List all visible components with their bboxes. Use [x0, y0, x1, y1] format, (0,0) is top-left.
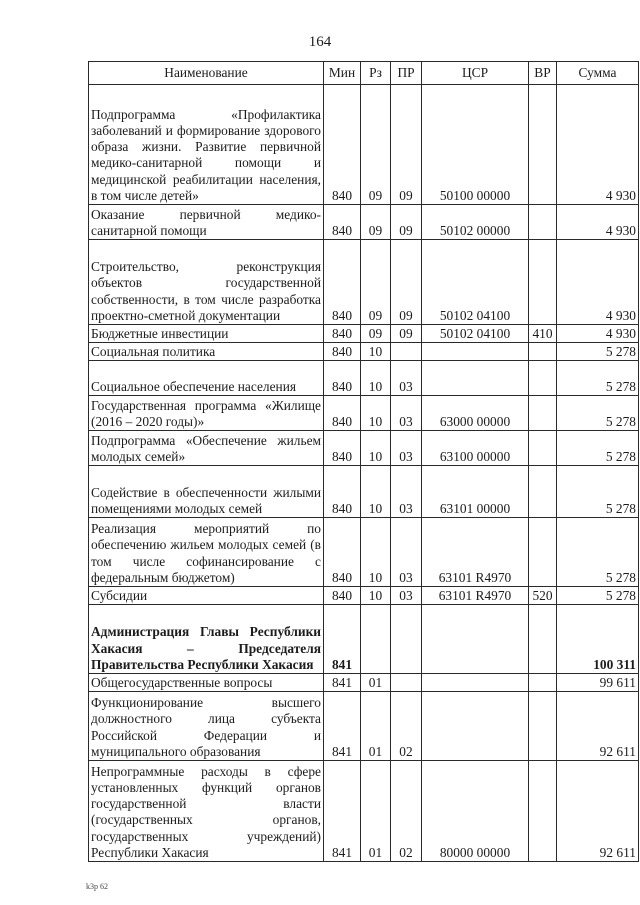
- row-pr: 02: [391, 761, 422, 862]
- row-vr: [529, 466, 557, 518]
- column-header-rz: Рз: [361, 62, 391, 85]
- row-min: 840: [324, 240, 361, 325]
- table-row: [89, 240, 639, 325]
- row-pr: 03: [391, 587, 422, 605]
- row-min: 840: [324, 325, 361, 343]
- row-vr: [529, 85, 557, 205]
- row-rz: 10: [361, 466, 391, 518]
- row-rz: [361, 605, 391, 674]
- row-name: Подпрограмма «Профилактика заболеваний и формирование здорового образа жизни. Развитие первичной медико-санитарной помощи и медицинской реабилитации населения, в том числе детей»: [89, 85, 324, 205]
- row-pr: 03: [391, 518, 422, 587]
- row-csr: 63100 00000: [422, 431, 529, 466]
- budget-table: [88, 61, 639, 862]
- row-vr: [529, 205, 557, 240]
- row-min: 840: [324, 466, 361, 518]
- page-number: 164: [308, 34, 332, 50]
- row-csr: 50102 04100: [422, 325, 529, 343]
- column-header-sum: Сумма: [557, 62, 639, 85]
- row-pr: [391, 605, 422, 674]
- row-pr: 09: [391, 205, 422, 240]
- row-csr: 50102 00000: [422, 205, 529, 240]
- column-header-pr: ПР: [391, 62, 422, 85]
- table-row: [89, 325, 639, 343]
- row-name: Государственная программа «Жилище (2016 – 2020 годы)»: [89, 396, 324, 431]
- table-row: [89, 205, 639, 240]
- row-pr: 03: [391, 431, 422, 466]
- row-min: 840: [324, 205, 361, 240]
- row-vr: [529, 431, 557, 466]
- row-min: 840: [324, 85, 361, 205]
- row-min: 841: [324, 761, 361, 862]
- row-rz: 01: [361, 692, 391, 761]
- row-csr: 63101 00000: [422, 466, 529, 518]
- row-pr: 09: [391, 325, 422, 343]
- row-name: Оказание первичной медико-санитарной помощи: [89, 205, 324, 240]
- row-min: 840: [324, 587, 361, 605]
- row-min: 840: [324, 431, 361, 466]
- row-sum: 92 611: [557, 761, 639, 862]
- row-pr: 03: [391, 466, 422, 518]
- table-header-row: [89, 62, 639, 85]
- row-rz: 09: [361, 325, 391, 343]
- row-rz: 09: [361, 205, 391, 240]
- row-name: Реализация мероприятий по обеспечению жильем молодых семей (в том числе софинансирование с федеральным бюджетом): [89, 518, 324, 587]
- row-min: 840: [324, 343, 361, 361]
- column-header-vr: ВР: [529, 62, 557, 85]
- table-row: [89, 761, 639, 862]
- row-sum: 4 930: [557, 325, 639, 343]
- row-rz: 10: [361, 518, 391, 587]
- row-sum: 92 611: [557, 692, 639, 761]
- row-rz: 10: [361, 343, 391, 361]
- row-min: 840: [324, 361, 361, 396]
- row-name: Подпрограмма «Обеспечение жильем молодых семей»: [89, 431, 324, 466]
- row-name: Социальное обеспечение населения: [89, 361, 324, 396]
- footer-code: k3p 62: [86, 882, 108, 891]
- row-rz: 10: [361, 431, 391, 466]
- row-name: Бюджетные инвестиции: [89, 325, 324, 343]
- row-min: 841: [324, 692, 361, 761]
- row-vr: [529, 692, 557, 761]
- row-name: Социальная политика: [89, 343, 324, 361]
- column-header-csr: ЦСР: [422, 62, 529, 85]
- row-min: 841: [324, 605, 361, 674]
- row-sum: 4 930: [557, 205, 639, 240]
- table-body: [89, 85, 639, 862]
- column-header-name: Наименование: [89, 62, 324, 85]
- row-rz: 10: [361, 396, 391, 431]
- row-rz: 10: [361, 361, 391, 396]
- row-name: Содействие в обеспеченности жилыми помещениями молодых семей: [89, 466, 324, 518]
- row-csr: [422, 605, 529, 674]
- row-name: Функционирование высшего должностного лица субъекта Российской Федерации и муниципального образования: [89, 692, 324, 761]
- table-row: [89, 396, 639, 431]
- row-vr: 410: [529, 325, 557, 343]
- row-min: 840: [324, 396, 361, 431]
- row-csr: 63101 R4970: [422, 518, 529, 587]
- row-vr: [529, 605, 557, 674]
- row-rz: 10: [361, 587, 391, 605]
- row-vr: 520: [529, 587, 557, 605]
- row-csr: 63101 R4970: [422, 587, 529, 605]
- row-sum: 5 278: [557, 343, 639, 361]
- table-row: [89, 343, 639, 361]
- row-csr: [422, 692, 529, 761]
- row-name: Строительство, реконструкция объектов государственной собственности, в том числе разработка проектно-сметной документации: [89, 240, 324, 325]
- row-name: Общегосударственные вопросы: [89, 674, 324, 692]
- row-csr: 63000 00000: [422, 396, 529, 431]
- row-csr: [422, 343, 529, 361]
- row-sum: 5 278: [557, 466, 639, 518]
- row-sum: 5 278: [557, 396, 639, 431]
- row-min: 840: [324, 518, 361, 587]
- row-pr: 03: [391, 361, 422, 396]
- table-row: [89, 692, 639, 761]
- row-pr: 02: [391, 692, 422, 761]
- table-row: [89, 431, 639, 466]
- row-csr: [422, 361, 529, 396]
- row-csr: 50100 00000: [422, 85, 529, 205]
- table-row: [89, 85, 639, 205]
- row-sum: 100 311: [557, 605, 639, 674]
- table-row: [89, 466, 639, 518]
- row-pr: [391, 343, 422, 361]
- row-sum: 4 930: [557, 85, 639, 205]
- row-name: Непрограммные расходы в сфере установленных функций органов государственной власти (государственных органов, государственных учреждений) Республики Хакасия: [89, 761, 324, 862]
- row-pr: 09: [391, 240, 422, 325]
- row-rz: 01: [361, 674, 391, 692]
- row-vr: [529, 240, 557, 325]
- row-name: Администрация Главы Республики Хакасия – Председателя Правительства Республики Хакасия: [89, 605, 324, 674]
- row-sum: 4 930: [557, 240, 639, 325]
- row-sum: 5 278: [557, 518, 639, 587]
- table-row: [89, 518, 639, 587]
- row-vr: [529, 361, 557, 396]
- table-row: [89, 674, 639, 692]
- column-header-min: Мин: [324, 62, 361, 85]
- row-min: 841: [324, 674, 361, 692]
- row-pr: 03: [391, 396, 422, 431]
- row-sum: 5 278: [557, 431, 639, 466]
- row-rz: 09: [361, 85, 391, 205]
- row-vr: [529, 674, 557, 692]
- row-rz: 09: [361, 240, 391, 325]
- row-vr: [529, 761, 557, 862]
- row-rz: 01: [361, 761, 391, 862]
- row-sum: 5 278: [557, 587, 639, 605]
- row-name: Субсидии: [89, 587, 324, 605]
- row-pr: [391, 674, 422, 692]
- row-sum: 5 278: [557, 361, 639, 396]
- row-pr: 09: [391, 85, 422, 205]
- table-row: [89, 361, 639, 396]
- row-vr: [529, 518, 557, 587]
- row-csr: 50102 04100: [422, 240, 529, 325]
- table-row: [89, 605, 639, 674]
- row-csr: [422, 674, 529, 692]
- row-vr: [529, 343, 557, 361]
- row-csr: 80000 00000: [422, 761, 529, 862]
- table-row: [89, 587, 639, 605]
- row-sum: 99 611: [557, 674, 639, 692]
- row-vr: [529, 396, 557, 431]
